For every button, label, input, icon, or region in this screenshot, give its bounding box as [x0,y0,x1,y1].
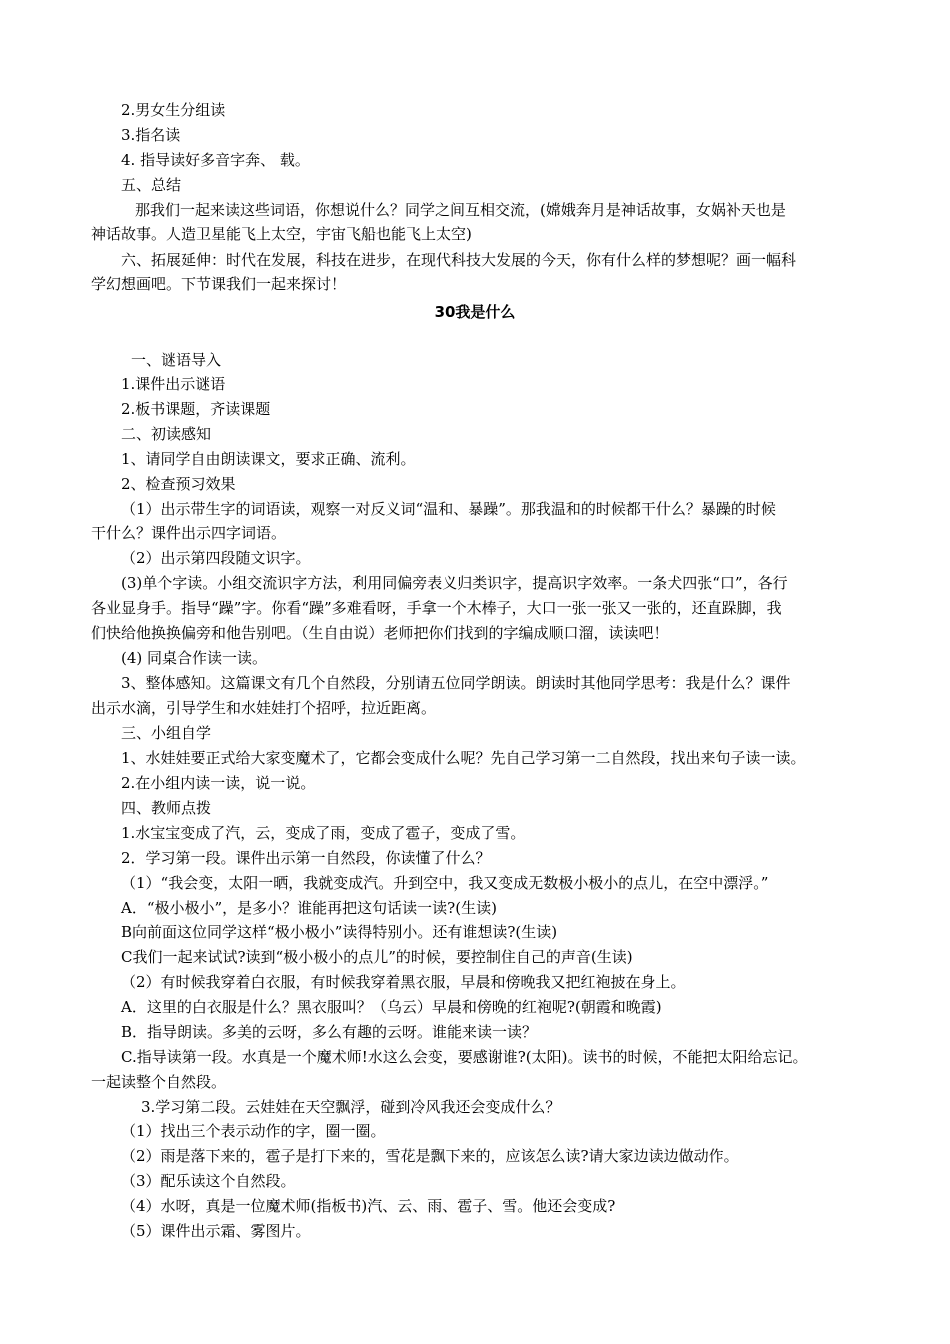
text-line: （4）水呀，真是一位魔术师(指板书)汽、云、雨、雹子、雪。他还会变成? [121,1197,616,1215]
text-line: 一起读整个自然段。 [91,1073,227,1091]
text-line: （1）“我会变，太阳一晒，我就变成汽。升到空中，我又变成无数极小极小的点儿，在空中漂浮。” [121,874,769,892]
text-line: 2.板书课题，齐读课题 [121,400,271,418]
text-line: C我们一起来试试?读到“极小极小的点儿”的时候，要控制住自己的声音(生读) [121,948,633,966]
text-line: 1、请同学自由朗读课文，要求正确、流利。 [121,450,416,468]
text-line: 1.水宝宝变成了汽，云，变成了雨，变成了雹子，变成了雪。 [121,824,526,842]
text-line: (3)单个字读。小组交流识字方法，利用同偏旁表义归类识字，提高识字效率。一条犬四张“口”，各行 [121,574,788,592]
text-line: 2．学习第一段。课件出示第一自然段，你读懂了什么？ [121,849,491,867]
text-line: 2.在小组内读一读，说一说。 [121,774,316,792]
text-line: 学幻想画吧。下节课我们一起来探讨！ [91,275,347,293]
lesson-title: 30我是什么 [434,303,516,321]
text-line: 六、拓展延伸：时代在发展，科技在进步，在现代科技大发展的今天，你有什么样的梦想呢？画一幅科 [121,251,797,269]
text-line: A．“极小极小”，是多小？谁能再把这句话读一读?(生读) [121,899,497,917]
text-line: （2）出示第四段随文识字。 [121,549,311,567]
text-line: （2）有时候我穿着白衣服，有时候我穿着黑衣服，早晨和傍晚我又把红袍披在身上。 [121,973,686,991]
section-heading: 五、总结 [121,176,182,194]
section-heading: 四、教师点拨 [121,799,212,817]
text-line: （1）出示带生字的词语读，观察一对反义词“温和、暴躁”。那我温和的时候都干什么？暴躁的时候 [121,500,776,518]
text-line: B．指导朗读。多美的云呀，多么有趣的云呀。谁能来读一读？ [121,1023,538,1041]
text-line: 3.指名读 [121,126,181,144]
text-line: C.指导读第一段。水真是一个魔术师!水这么会变，要感谢谁?(太阳)。读书的时候，不能把太阳给忘记。 [121,1048,808,1066]
text-line: （2）雨是落下来的，雹子是打下来的，雪花是飘下来的，应该怎么读?请大家边读边做动作。 [121,1147,739,1165]
text-line: 干什么？课件出示四字词语。 [91,524,287,542]
text-line: 1、水娃娃要正式给大家变魔术了，它都会变成什么呢？先自己学习第一二自然段，找出来句子读一读。 [121,749,806,767]
text-line: 那我们一起来读这些词语，你想说什么？同学之间互相交流，(嫦娥奔月是神话故事，女娲补天也是 [135,201,786,219]
text-line: （1）找出三个表示动作的字，圈一圈。 [121,1122,386,1140]
section-heading: 一、谜语导入 [131,351,222,369]
text-line: 3.学习第二段。云娃娃在天空飘浮，碰到冷风我还会变成什么？ [141,1098,561,1116]
text-line: （3）配乐读这个自然段。 [121,1172,296,1190]
text-line: 4. 指导读好多音字奔、 载。 [121,151,310,169]
text-line: (4) 同桌合作读一读。 [121,649,268,667]
text-line: 神话故事。人造卫星能飞上太空，宇宙飞船也能飞上太空) [91,225,472,243]
text-line: A．这里的白衣服是什么？黑衣服叫？（乌云）早晨和傍晚的红袍呢?(朝霞和晚霞) [121,998,662,1016]
text-line: 1.课件出示谜语 [121,375,226,393]
text-line: 出示水滴，引导学生和水娃娃打个招呼，拉近距离。 [91,699,437,717]
text-line: 2.男女生分组读 [121,101,226,119]
text-line: 们快给他换换偏旁和他告别吧。（生自由说）老师把你们找到的字编成顺口溜，读读吧！ [91,624,669,642]
section-heading: 三、小组自学 [121,724,212,742]
text-line: （5）课件出示霜、雾图片。 [121,1222,311,1240]
text-line: 各业显身手。指导“躁”字。你看“躁”多难看呀，手拿一个木棒子，大口一张一张又一张的，还直跺脚，我 [91,599,782,617]
text-line: 3、整体感知。这篇课文有几个自然段，分别请五位同学朗读。朗读时其他同学思考：我是什么？课件 [121,674,791,692]
text-line: 2、检查预习效果 [121,475,236,493]
text-line: B向前面这位同学这样“极小极小”读得特别小。还有谁想读?(生读) [121,923,558,941]
section-heading: 二、初读感知 [121,425,212,443]
